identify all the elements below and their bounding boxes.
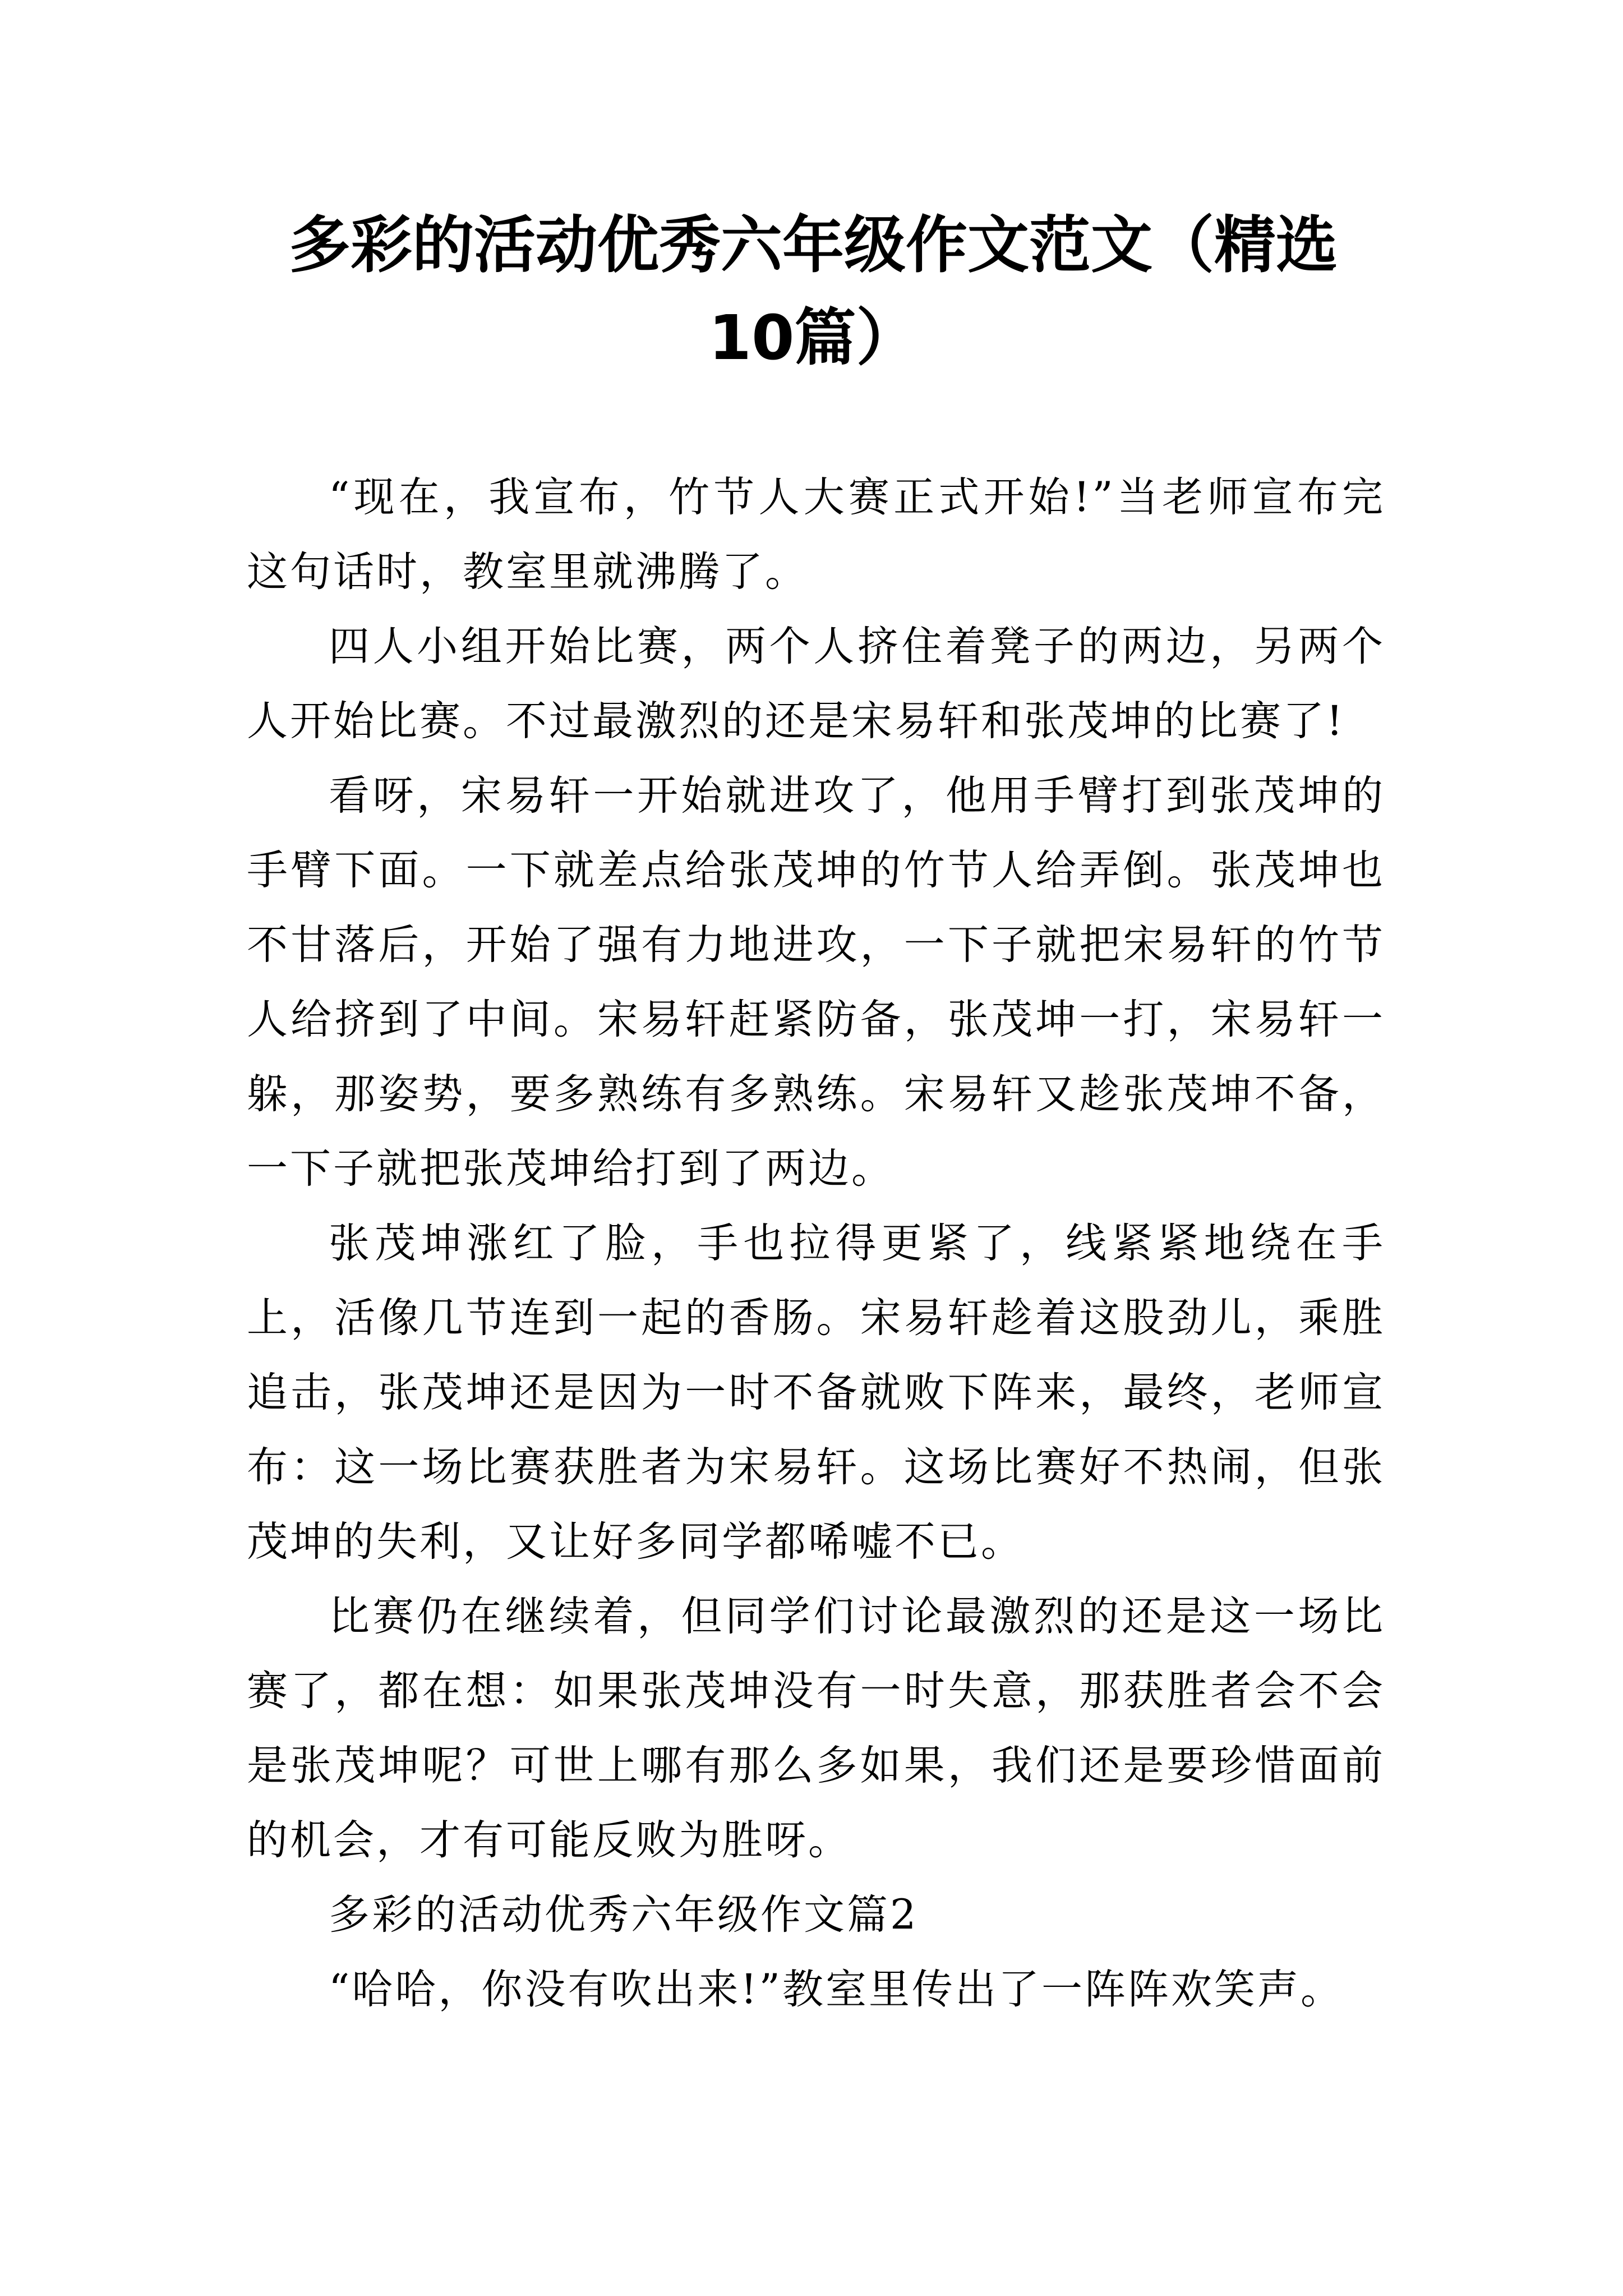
paragraph-1: “现在，我宣布，竹节人大赛正式开始!”当老师宣布完这句话时，教室里就沸腾了。 xyxy=(247,473,1385,596)
paragraph-4: 张茂坤涨红了脸，手也拉得更紧了，线紧紧地绕在手上，活像几节连到一起的香肠。宋易轩趁着这股劲儿，乘胜追击，张茂坤还是因为一时不备就败下阵来，最终，老师宣布：这一场比赛获胜者为宋易轩。这场比赛好不热闹，但张茂坤的失利，又让好多同学都唏嘘不已。 xyxy=(247,1220,1385,1566)
document-title: 多彩的活动优秀六年级作文范文（精选10篇） xyxy=(289,209,1338,374)
paragraph-3: 看呀，宋易轩一开始就进攻了，他用手臂打到张茂坤的手臂下面。一下就差点给张茂坤的竹节人给弄倒。张茂坤也不甘落后，开始了强有力地进攻，一下子就把宋易轩的竹节人给挤到了中间。宋易轩赶紧防备，张茂坤一打，宋易轩一躲，那姿势，要多熟练有多熟练。宋易轩又趁张茂坤不备，一下子就把张茂坤给打到了两边。 xyxy=(247,772,1385,1193)
section-heading: 多彩的活动优秀六年级作文篇2 xyxy=(329,1891,919,1939)
paragraph-6: “哈哈，你没有吹出来!”教室里传出了一阵阵欢笑声。 xyxy=(329,1966,1344,2013)
paragraph-2: 四人小组开始比赛，两个人挤住着凳子的两边，另两个人开始比赛。不过最激烈的还是宋易轩和张茂坤的比赛了! xyxy=(247,623,1385,745)
paragraph-5: 比赛仍在继续着，但同学们讨论最激烈的还是这一场比赛了，都在想：如果张茂坤没有一时失意，那获胜者会不会是张茂坤呢？可世上哪有那么多如果，我们还是要珍惜面前的机会，才有可能反败为胜呀。 xyxy=(247,1593,1385,1864)
document-body xyxy=(247,460,1385,2027)
